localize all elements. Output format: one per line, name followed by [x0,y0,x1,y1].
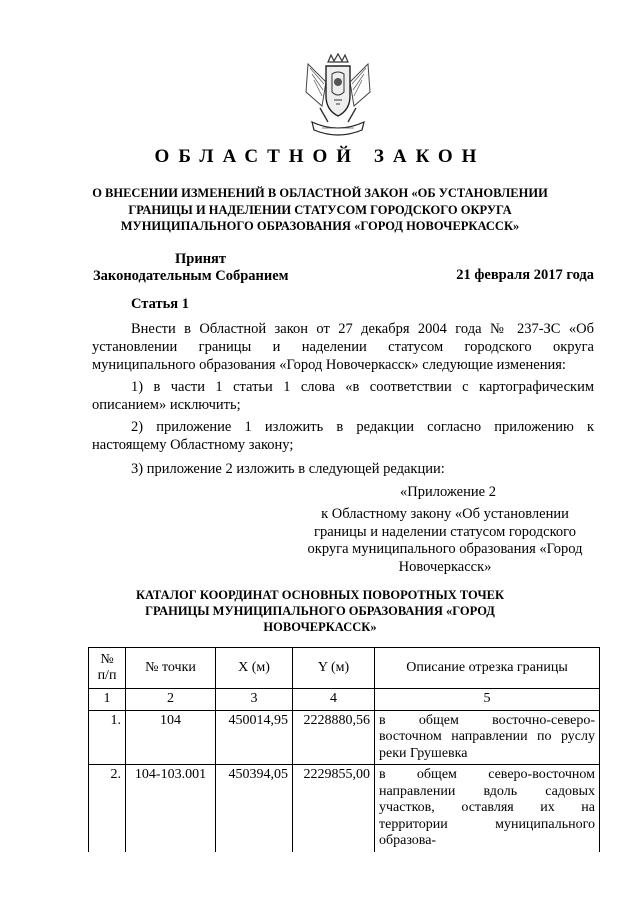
appendix-reference: к Областному закону «Об установлении границы и наделении статусом городского округа муниципального образования «Город Новочеркасск» [307,506,583,575]
catalog-title: КАТАЛОГ КООРДИНАТ ОСНОВНЫХ ПОВОРОТНЫХ ТОЧЕК ГРАНИЦЫ МУНИЦИПАЛЬНОГО ОБРАЗОВАНИЯ «ГОРОД НОВОЧЕРКАССК» [135,588,505,634]
article-item-3: 3) приложение 2 изложить в следующей редакции: [131,461,445,477]
law-title: ОБЛАСТНОЙ ЗАКОН [154,146,486,167]
article-item-1: 1) в части 1 статьи 1 слова «в соответствии с картографическим описанием» исключить; [92,379,594,413]
adoption-info [93,251,289,284]
adoption-date: 21 февраля 2017 года [456,267,594,283]
adopted-by: Законодательным Собранием [93,267,289,284]
coordinates-table [88,647,600,852]
appendix-heading: «Приложение 2 [400,484,496,500]
header-num: № п/п [89,648,126,689]
table-header-row [89,648,600,689]
table-row: 1. 104 450014,95 2228880,56 в общем восточно-северо-восточном направлении по руслу реки Грушевка [89,710,600,765]
header-point: № точки [126,648,216,689]
header-y: Y (м) [293,648,375,689]
article-intro: Внести в Областной закон от 27 декабря 2004 года № 237-ЗС «Об установлении границы и наделении статусом городского округа муниципального образования «Город Новочеркасск» следующие изменения: [92,321,594,373]
coat-of-arms-icon [298,52,378,138]
column-number-row: 1 2 3 4 5 [89,689,600,711]
header-desc: Описание отрезка границы [375,648,600,689]
adopted-label: Принят [175,251,227,267]
article-title: Статья 1 [131,296,189,312]
article-item-2: 2) приложение 1 изложить в редакции согласно приложению к настоящему Областному закону; [92,419,594,453]
header-x: X (м) [216,648,293,689]
table-row: 2. 104-103.001 450394,05 2229855,00 в общем северо-восточном направлении вдоль садовых участков, оставляя их на территории муниципального образова- [89,765,600,852]
law-subject: О ВНЕСЕНИИ ИЗМЕНЕНИЙ В ОБЛАСТНОЙ ЗАКОН «ОБ УСТАНОВЛЕНИИ ГРАНИЦЫ И НАДЕЛЕНИИ СТАТУСОМ ГОРОДСКОГО ОКРУГА МУНИЦИПАЛЬНОГО ОБРАЗОВАНИЯ «ГОРОД НОВОЧЕРКАССК» [92,186,548,233]
